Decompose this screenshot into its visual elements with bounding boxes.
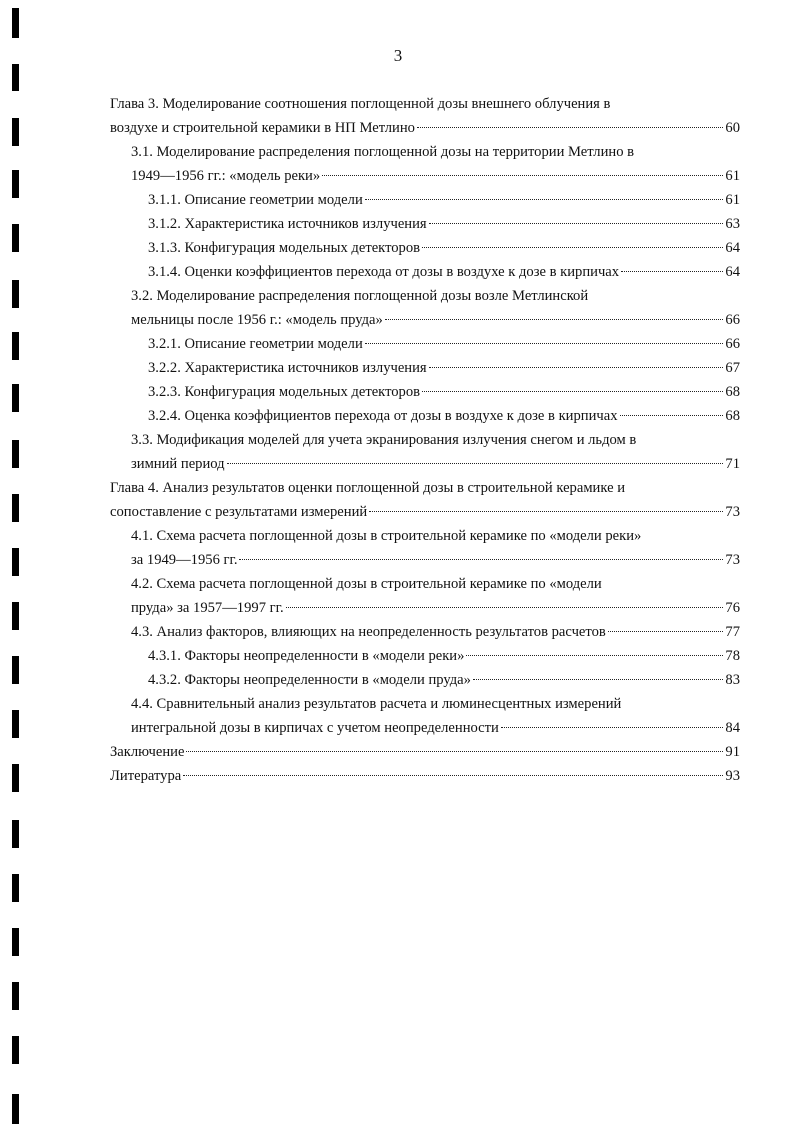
toc-entry <box>110 524 740 572</box>
toc-entry-page: 83 <box>725 672 740 688</box>
dot-leader <box>620 415 724 416</box>
toc-entry-title-line: 4.4. Сравнительный анализ результатов расчета и люминесцентных измерений <box>131 696 622 712</box>
toc-entry-page: 78 <box>725 648 740 664</box>
toc-entry <box>110 260 740 284</box>
toc-entry-title: 3.1.3. Конфигурация модельных детекторов <box>148 240 421 256</box>
toc-entry-row <box>131 596 740 620</box>
dot-leader <box>422 247 723 248</box>
toc-entry <box>110 668 740 692</box>
dot-leader <box>183 775 723 776</box>
toc-entry-title: Заключение <box>110 744 185 760</box>
binding-mark <box>12 118 19 146</box>
toc-entry-title: сопоставление с результатами измерений <box>110 504 368 520</box>
toc-entry-title: 3.2.4. Оценка коэффициентов перехода от дозы в воздухе к дозе в кирпичах <box>148 408 618 424</box>
toc-entry-page: 66 <box>725 312 740 328</box>
toc-entry-row <box>148 236 740 260</box>
toc-entry-title: воздухе и строительной керамики в НП Метлино <box>110 120 415 136</box>
dot-leader <box>239 559 723 560</box>
toc-entry-row <box>148 188 740 212</box>
toc-entry-row <box>131 620 740 644</box>
toc-entry-row <box>110 116 740 140</box>
toc-entry-title: пруда» за 1957—1997 гг. <box>131 600 284 616</box>
toc-entry-row <box>110 500 740 524</box>
binding-mark <box>12 982 19 1010</box>
toc-entry-page: 77 <box>725 624 740 640</box>
toc-entry <box>110 764 740 788</box>
dot-leader <box>621 271 723 272</box>
toc-entry-page: 73 <box>725 504 740 520</box>
binding-mark <box>12 820 19 848</box>
toc-entry-page: 63 <box>725 216 740 232</box>
toc-entry <box>110 140 740 188</box>
toc-entry <box>110 428 740 476</box>
toc-entry-title-line: 3.3. Модификация моделей для учета экранирования излучения снегом и льдом в <box>131 432 637 448</box>
dot-leader <box>429 223 724 224</box>
binding-mark <box>12 170 19 198</box>
toc-entry-page: 76 <box>725 600 740 616</box>
binding-mark <box>12 656 19 684</box>
toc-entry-row <box>131 164 740 188</box>
dot-leader <box>385 319 724 320</box>
binding-mark <box>12 224 19 252</box>
toc-entry-row <box>131 452 740 476</box>
binding-mark <box>12 602 19 630</box>
toc-entry-title: интегральной дозы в кирпичах с учетом неопределенности <box>131 720 499 736</box>
dot-leader <box>365 343 724 344</box>
toc-entry-title: 4.3.1. Факторы неопределенности в «модели реки» <box>148 648 465 664</box>
toc-entry-title: 3.2.3. Конфигурация модельных детекторов <box>148 384 421 400</box>
toc-entry-title-line: Глава 3. Моделирование соотношения поглощенной дозы внешнего облучения в <box>110 96 611 112</box>
toc-entry-title: мельницы после 1956 г.: «модель пруда» <box>131 312 383 328</box>
binding-mark <box>12 332 19 360</box>
toc-entry-row <box>148 380 740 404</box>
toc-entry <box>110 356 740 380</box>
toc-entry-page: 84 <box>725 720 740 736</box>
toc-entry-title: 3.1.4. Оценки коэффициентов перехода от дозы в воздухе к дозе в кирпичах <box>148 264 620 280</box>
toc-entry-page: 73 <box>725 552 740 568</box>
toc-entry <box>110 92 740 140</box>
toc-entry-page: 93 <box>725 768 740 784</box>
toc-entry-row <box>148 212 740 236</box>
toc-entry <box>110 572 740 620</box>
table-of-contents <box>110 92 740 788</box>
toc-entry-row <box>148 260 740 284</box>
toc-entry-title-line: Глава 4. Анализ результатов оценки поглощенной дозы в строительной керамике и <box>110 480 626 496</box>
toc-entry-row <box>131 716 740 740</box>
dot-leader <box>322 175 723 176</box>
toc-entry-row <box>110 740 740 764</box>
toc-entry <box>110 476 740 524</box>
dot-leader <box>473 679 723 680</box>
toc-entry <box>110 380 740 404</box>
toc-entry-title-line: 3.2. Моделирование распределения поглощенной дозы возле Метлинской <box>131 288 589 304</box>
toc-entry-title-line: 4.2. Схема расчета поглощенной дозы в строительной керамике по «модели <box>131 576 602 592</box>
toc-entry-page: 68 <box>725 408 740 424</box>
toc-entry-title: 4.3.2. Факторы неопределенности в «модели пруда» <box>148 672 471 688</box>
toc-entry-title-line: 4.1. Схема расчета поглощенной дозы в строительной керамике по «модели реки» <box>131 528 642 544</box>
toc-entry-row <box>148 668 740 692</box>
dot-leader <box>422 391 723 392</box>
toc-entry-row <box>131 548 740 572</box>
toc-entry <box>110 620 740 644</box>
toc-entry-row <box>148 644 740 668</box>
binding-mark <box>12 928 19 956</box>
binding-marks <box>12 0 22 1131</box>
binding-mark <box>12 440 19 468</box>
binding-mark <box>12 280 19 308</box>
page-number: 3 <box>393 46 403 65</box>
dot-leader <box>365 199 724 200</box>
toc-entry <box>110 236 740 260</box>
toc-entry <box>110 284 740 332</box>
toc-entry-page: 67 <box>725 360 740 376</box>
toc-entry-title: 4.3. Анализ факторов, влияющих на неопределенность результатов расчетов <box>131 624 606 640</box>
toc-entry-title: зимний период <box>131 456 225 472</box>
toc-entry-row <box>148 356 740 380</box>
toc-entry-title: за 1949—1956 гг. <box>131 552 238 568</box>
toc-entry-page: 68 <box>725 384 740 400</box>
binding-mark <box>12 710 19 738</box>
toc-entry-page: 64 <box>725 264 740 280</box>
toc-entry-title: 3.1.2. Характеристика источников излучения <box>148 216 427 232</box>
dot-leader <box>369 511 723 512</box>
dot-leader <box>608 631 724 632</box>
toc-entry-title: 3.1.1. Описание геометрии модели <box>148 192 363 208</box>
toc-entry-page: 71 <box>725 456 740 472</box>
dot-leader <box>186 751 723 752</box>
dot-leader <box>286 607 724 608</box>
binding-mark <box>12 494 19 522</box>
toc-entry-row <box>148 332 740 356</box>
toc-entry <box>110 188 740 212</box>
dot-leader <box>227 463 724 464</box>
dot-leader <box>466 655 723 656</box>
toc-entry-title: 3.2.1. Описание геометрии модели <box>148 336 363 352</box>
toc-entry-title: 3.2.2. Характеристика источников излучения <box>148 360 427 376</box>
toc-entry-title: Литература <box>110 768 182 784</box>
toc-entry-row <box>148 404 740 428</box>
binding-mark <box>12 548 19 576</box>
toc-entry <box>110 404 740 428</box>
binding-mark <box>12 64 19 91</box>
toc-entry-title-line: 3.1. Моделирование распределения поглощенной дозы на территории Метлино в <box>131 144 635 160</box>
dot-leader <box>429 367 724 368</box>
binding-mark <box>12 764 19 792</box>
toc-entry-row <box>110 764 740 788</box>
binding-mark <box>12 874 19 902</box>
toc-entry <box>110 332 740 356</box>
toc-entry-page: 66 <box>725 336 740 352</box>
dot-leader <box>501 727 724 728</box>
binding-mark <box>12 8 19 38</box>
binding-mark <box>12 1094 19 1124</box>
toc-entry-title: 1949—1956 гг.: «модель реки» <box>131 168 321 184</box>
toc-entry-page: 60 <box>725 120 740 136</box>
binding-mark <box>12 384 19 412</box>
toc-entry-page: 61 <box>725 168 740 184</box>
toc-entry-row <box>131 308 740 332</box>
toc-entry <box>110 644 740 668</box>
toc-entry-page: 64 <box>725 240 740 256</box>
toc-entry-page: 61 <box>725 192 740 208</box>
toc-entry <box>110 212 740 236</box>
binding-mark <box>12 1036 19 1064</box>
dot-leader <box>417 127 723 128</box>
toc-entry <box>110 692 740 740</box>
toc-entry-page: 91 <box>725 744 740 760</box>
toc-entry <box>110 740 740 764</box>
